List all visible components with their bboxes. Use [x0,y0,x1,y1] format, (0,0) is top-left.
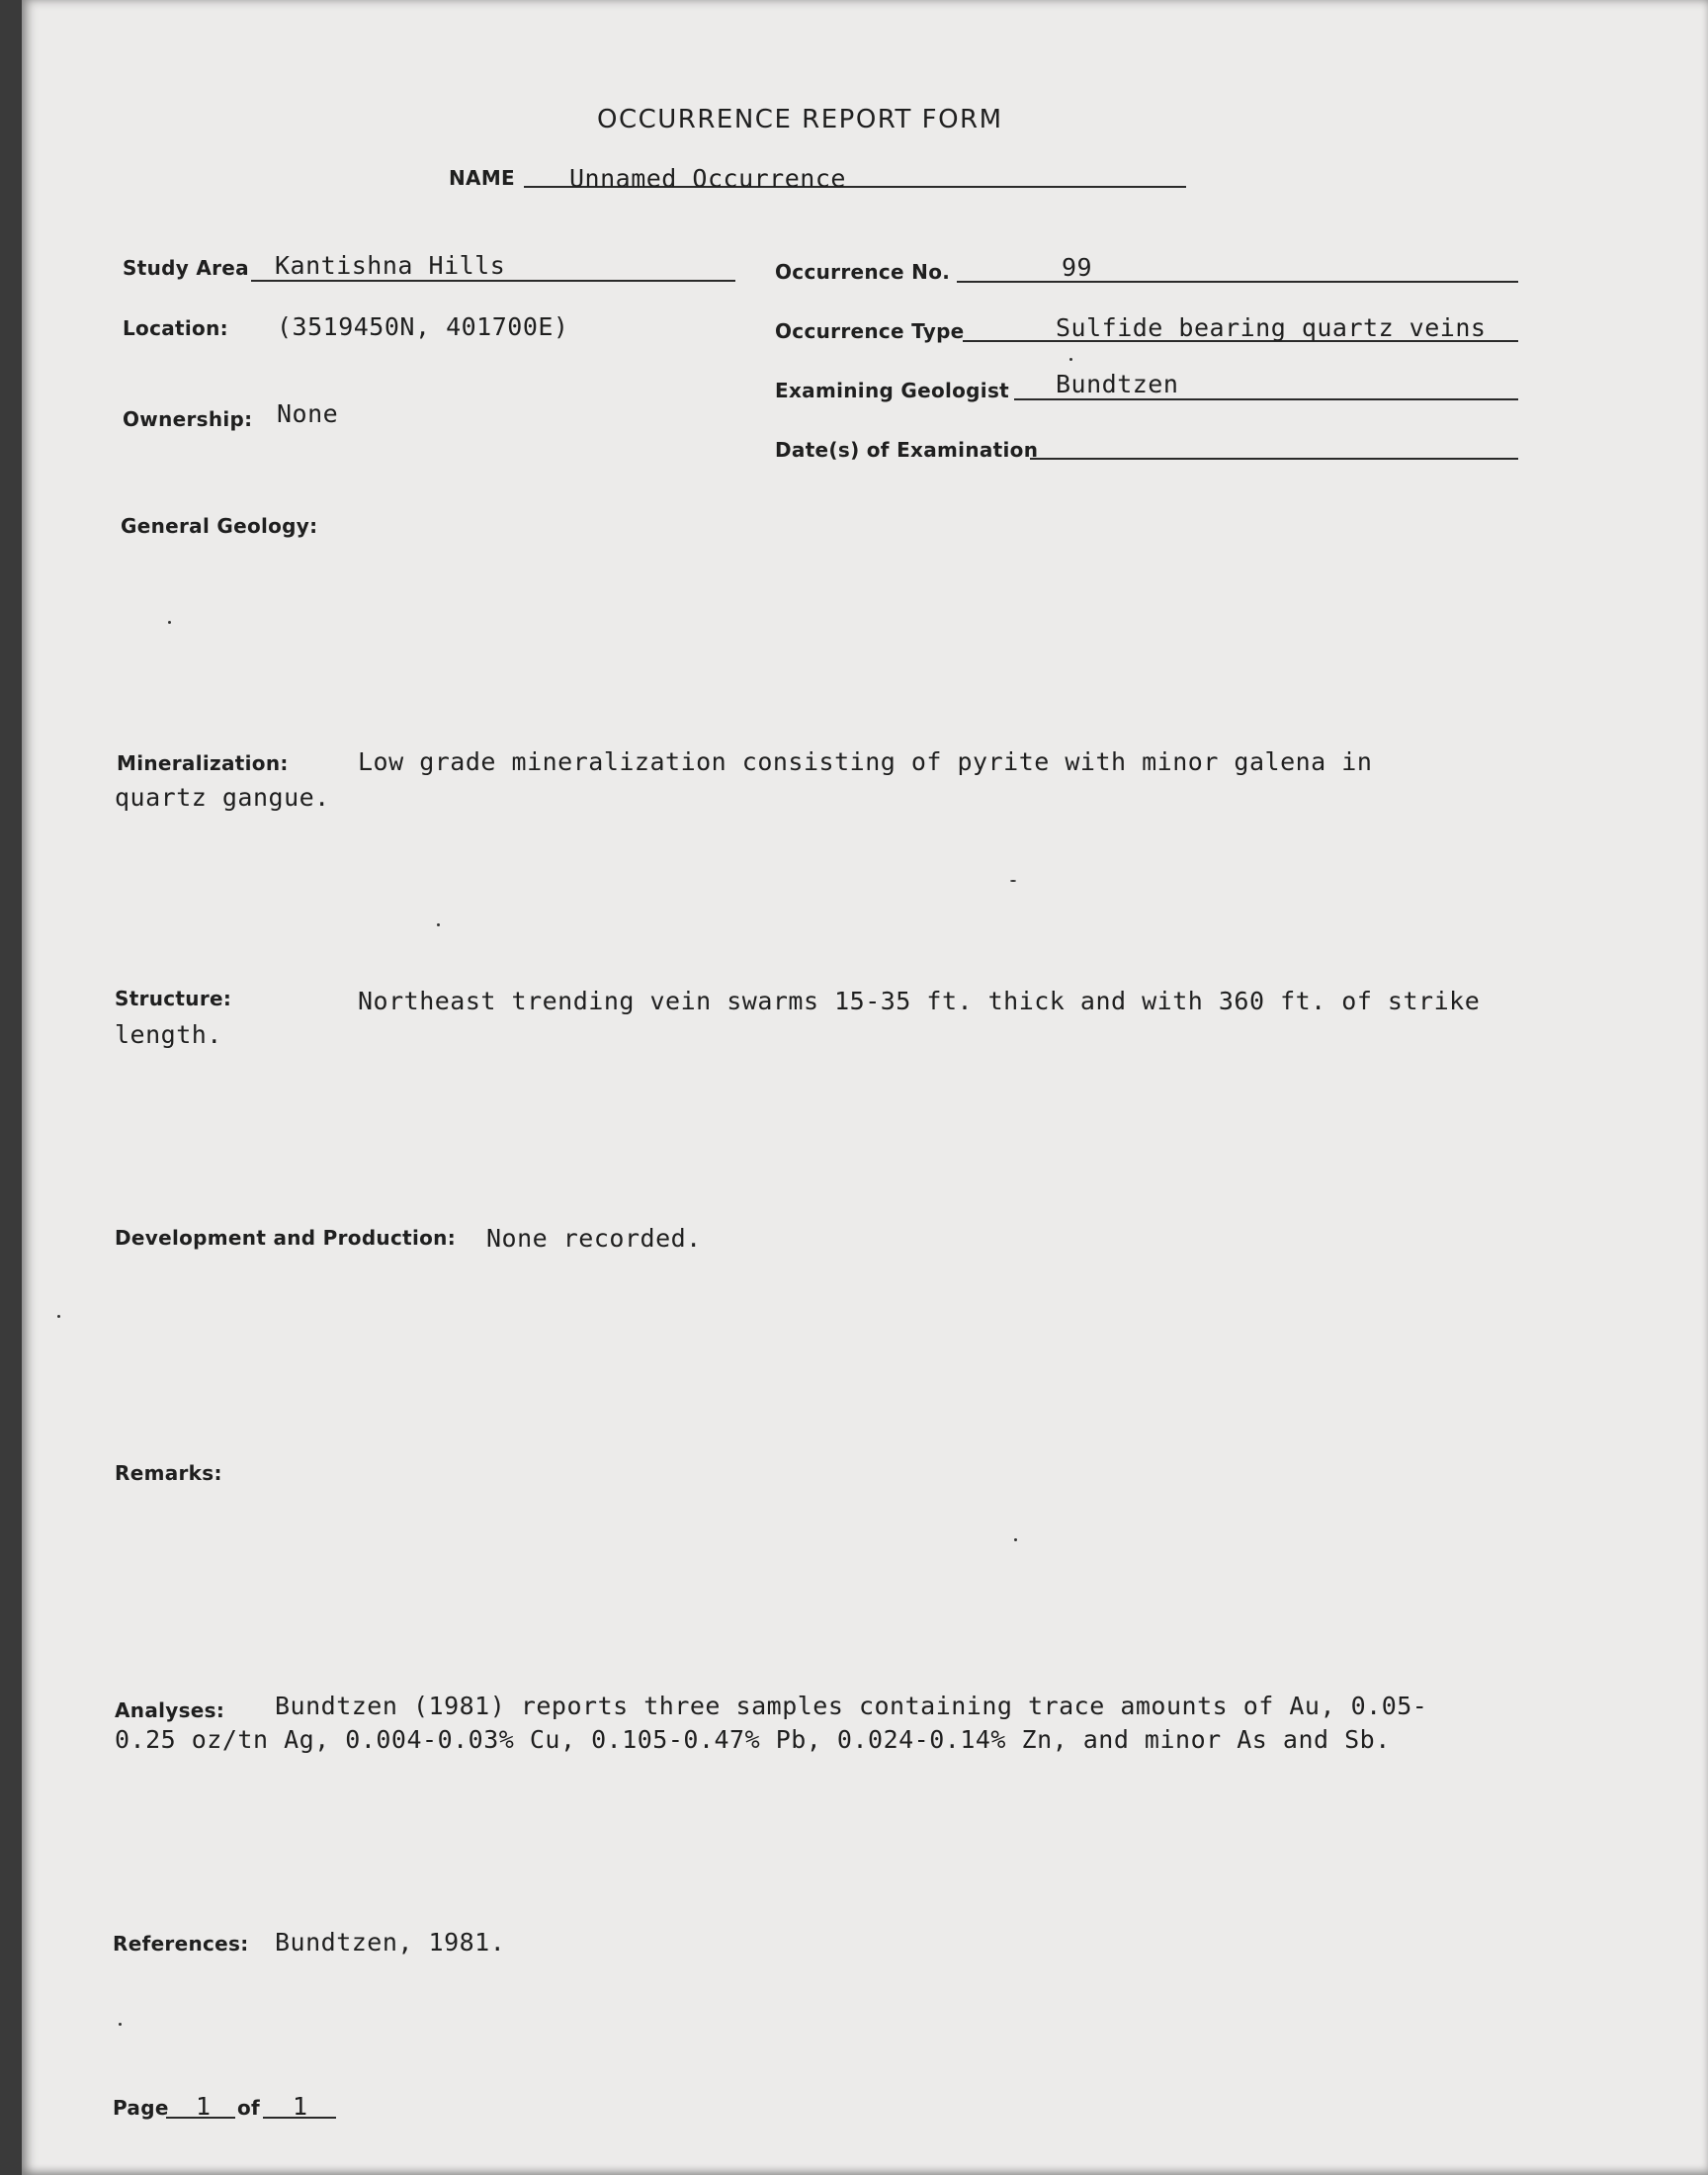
study-area-label: Study Area [123,256,249,280]
references-value: Bundtzen, 1981. [275,1928,506,1957]
page-total: 1 [293,2092,308,2121]
analyses-line-1: Bundtzen (1981) reports three samples containing trace amounts of Au, 0.05- [275,1692,1428,1720]
general-geology-label: General Geology: [121,514,318,538]
scan-speck [437,923,440,926]
scan-speck [168,621,171,624]
analyses-label: Analyses: [115,1698,225,1722]
structure-label: Structure: [115,987,232,1010]
page-number: 1 [196,2092,212,2121]
development-label: Development and Production: [115,1226,457,1250]
examining-geologist-label: Examining Geologist [775,379,1010,402]
scan-speck [1069,358,1072,361]
report-page [22,0,1708,2175]
occurrence-type-value: Sulfide bearing quartz veins [1056,313,1487,342]
page-label: Page [113,2096,169,2120]
ownership-value: None [277,399,339,428]
analyses-line-2: 0.25 oz/tn Ag, 0.004-0.03% Cu, 0.105-0.47% Pb, 0.024-0.14% Zn, and minor As and Sb. [115,1725,1391,1754]
location-value: (3519450N, 401700E) [277,312,569,341]
form-title: OCCURRENCE REPORT FORM [597,105,1003,134]
occurrence-no-value: 99 [1062,253,1093,282]
remarks-label: Remarks: [115,1461,222,1485]
examining-geologist-value: Bundtzen [1056,370,1179,398]
mineralization-label: Mineralization: [117,751,289,775]
mineralization-line-1: Low grade mineralization consisting of pyrite with minor galena in [358,747,1373,776]
occurrence-type-label: Occurrence Type [775,319,965,343]
structure-line-2: length. [115,1020,222,1049]
ownership-label: Ownership: [123,407,253,431]
occurrence-no-underline [957,281,1518,283]
references-label: References: [113,1932,249,1956]
name-label: NAME [449,166,515,190]
scan-speck [1010,880,1016,882]
study-area-underline [251,280,735,282]
development-value: None recorded. [486,1224,702,1253]
name-value: Unnamed Occurrence [569,164,846,193]
of-label: of [237,2096,261,2120]
scan-speck [1014,1538,1017,1541]
structure-line-1: Northeast trending vein swarms 15-35 ft. thick and with 360 ft. of strike [358,987,1481,1015]
examining-geologist-underline [1014,398,1518,400]
mineralization-line-2: quartz gangue. [115,783,330,812]
location-label: Location: [123,316,228,340]
scan-speck [57,1315,60,1318]
study-area-value: Kantishna Hills [275,251,506,280]
occurrence-no-label: Occurrence No. [775,260,951,284]
dates-underline [1030,458,1518,460]
scan-speck [119,2023,122,2026]
dates-label: Date(s) of Examination [775,438,1039,462]
